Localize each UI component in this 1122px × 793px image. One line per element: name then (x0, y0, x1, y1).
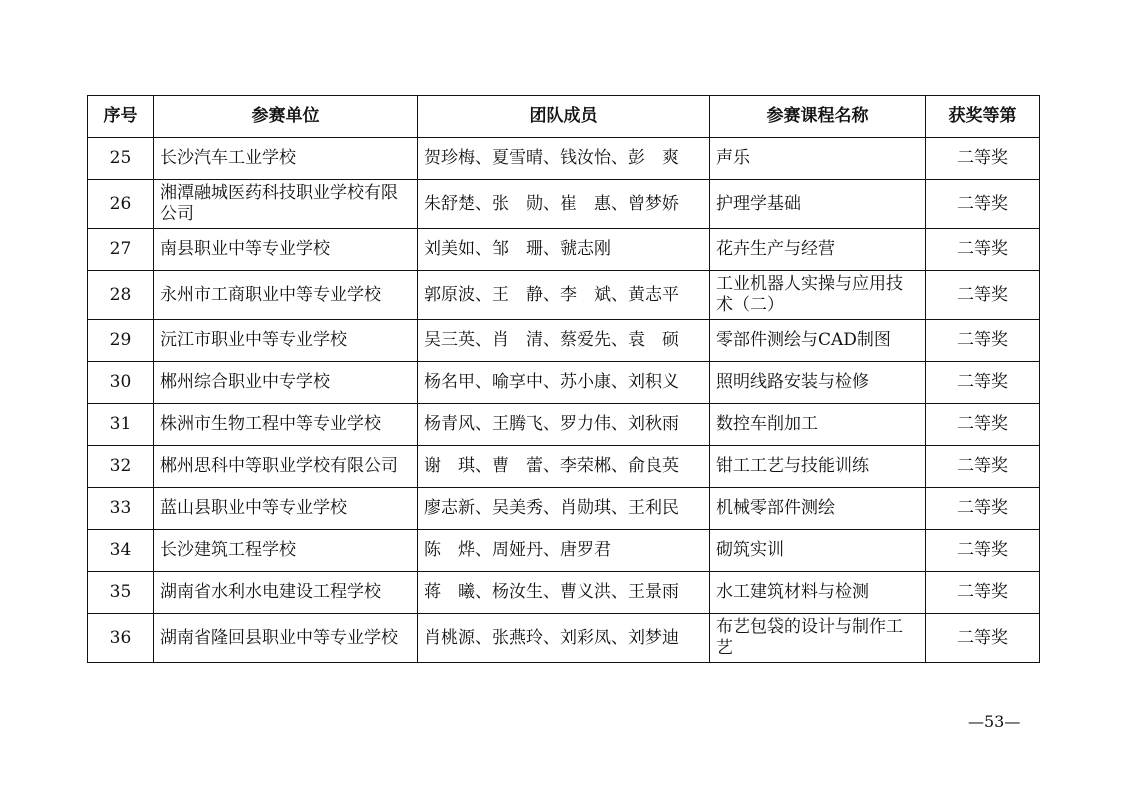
cell-no: 31 (88, 404, 154, 446)
cell-unit: 长沙建筑工程学校 (154, 530, 418, 572)
cell-award: 二等奖 (926, 530, 1040, 572)
cell-team: 杨名甲、喻享中、苏小康、刘积义 (418, 362, 710, 404)
cell-team: 陈 烨、周娅丹、唐罗君 (418, 530, 710, 572)
cell-award: 二等奖 (926, 271, 1040, 320)
cell-award: 二等奖 (926, 446, 1040, 488)
cell-no: 28 (88, 271, 154, 320)
cell-course: 护理学基础 (710, 180, 926, 229)
cell-unit: 郴州思科中等职业学校有限公司 (154, 446, 418, 488)
cell-no: 30 (88, 362, 154, 404)
cell-award: 二等奖 (926, 614, 1040, 663)
cell-team: 刘美如、邹 珊、虢志刚 (418, 229, 710, 271)
cell-unit: 湖南省水利水电建设工程学校 (154, 572, 418, 614)
cell-unit: 长沙汽车工业学校 (154, 138, 418, 180)
table-row (88, 614, 1040, 663)
cell-no: 29 (88, 320, 154, 362)
cell-award: 二等奖 (926, 180, 1040, 229)
cell-course: 零部件测绘与CAD制图 (710, 320, 926, 362)
header-award: 获奖等第 (926, 96, 1040, 138)
table-row (88, 362, 1040, 404)
cell-course: 数控车削加工 (710, 404, 926, 446)
table-row (88, 138, 1040, 180)
cell-no: 26 (88, 180, 154, 229)
awards-table (87, 95, 1040, 663)
cell-award: 二等奖 (926, 320, 1040, 362)
table-row (88, 404, 1040, 446)
cell-no: 27 (88, 229, 154, 271)
cell-no: 32 (88, 446, 154, 488)
cell-unit: 沅江市职业中等专业学校 (154, 320, 418, 362)
cell-award: 二等奖 (926, 404, 1040, 446)
cell-course: 声乐 (710, 138, 926, 180)
cell-no: 25 (88, 138, 154, 180)
cell-no: 36 (88, 614, 154, 663)
cell-team: 蒋 曦、杨汝生、曹义洪、王景雨 (418, 572, 710, 614)
header-team: 团队成员 (418, 96, 710, 138)
page-number: —53— (968, 712, 1021, 731)
cell-award: 二等奖 (926, 572, 1040, 614)
cell-team: 郭原波、王 静、李 斌、黄志平 (418, 271, 710, 320)
table-row (88, 530, 1040, 572)
table-header-row (88, 96, 1040, 138)
cell-unit: 湘潭融城医药科技职业学校有限公司 (154, 180, 418, 229)
cell-no: 34 (88, 530, 154, 572)
cell-course: 钳工工艺与技能训练 (710, 446, 926, 488)
cell-team: 吴三英、肖 清、蔡爱先、袁 硕 (418, 320, 710, 362)
table-row (88, 180, 1040, 229)
cell-team: 朱舒楚、张 勋、崔 惠、曾梦娇 (418, 180, 710, 229)
cell-team: 谢 琪、曹 蕾、李荣郴、俞良英 (418, 446, 710, 488)
cell-unit: 株洲市生物工程中等专业学校 (154, 404, 418, 446)
cell-unit: 永州市工商职业中等专业学校 (154, 271, 418, 320)
cell-course: 布艺包袋的设计与制作工艺 (710, 614, 926, 663)
cell-unit: 蓝山县职业中等专业学校 (154, 488, 418, 530)
cell-team: 杨青风、王腾飞、罗力伟、刘秋雨 (418, 404, 710, 446)
cell-unit: 湖南省隆回县职业中等专业学校 (154, 614, 418, 663)
cell-course: 水工建筑材料与检测 (710, 572, 926, 614)
cell-award: 二等奖 (926, 138, 1040, 180)
table-row (88, 572, 1040, 614)
cell-unit: 南县职业中等专业学校 (154, 229, 418, 271)
cell-team: 肖桃源、张燕玲、刘彩凤、刘梦迪 (418, 614, 710, 663)
cell-team: 贺珍梅、夏雪晴、钱汝怡、彭 爽 (418, 138, 710, 180)
table-row (88, 320, 1040, 362)
cell-award: 二等奖 (926, 229, 1040, 271)
header-no: 序号 (88, 96, 154, 138)
table-row (88, 488, 1040, 530)
cell-course: 砌筑实训 (710, 530, 926, 572)
cell-course: 照明线路安装与检修 (710, 362, 926, 404)
cell-award: 二等奖 (926, 488, 1040, 530)
cell-no: 35 (88, 572, 154, 614)
cell-course: 机械零部件测绘 (710, 488, 926, 530)
table-row (88, 271, 1040, 320)
header-unit: 参赛单位 (154, 96, 418, 138)
header-course: 参赛课程名称 (710, 96, 926, 138)
cell-course: 花卉生产与经营 (710, 229, 926, 271)
table-row (88, 229, 1040, 271)
cell-award: 二等奖 (926, 362, 1040, 404)
cell-team: 廖志新、吴美秀、肖勋琪、王利民 (418, 488, 710, 530)
cell-course: 工业机器人实操与应用技术（二） (710, 271, 926, 320)
cell-unit: 郴州综合职业中专学校 (154, 362, 418, 404)
cell-no: 33 (88, 488, 154, 530)
table-row (88, 446, 1040, 488)
